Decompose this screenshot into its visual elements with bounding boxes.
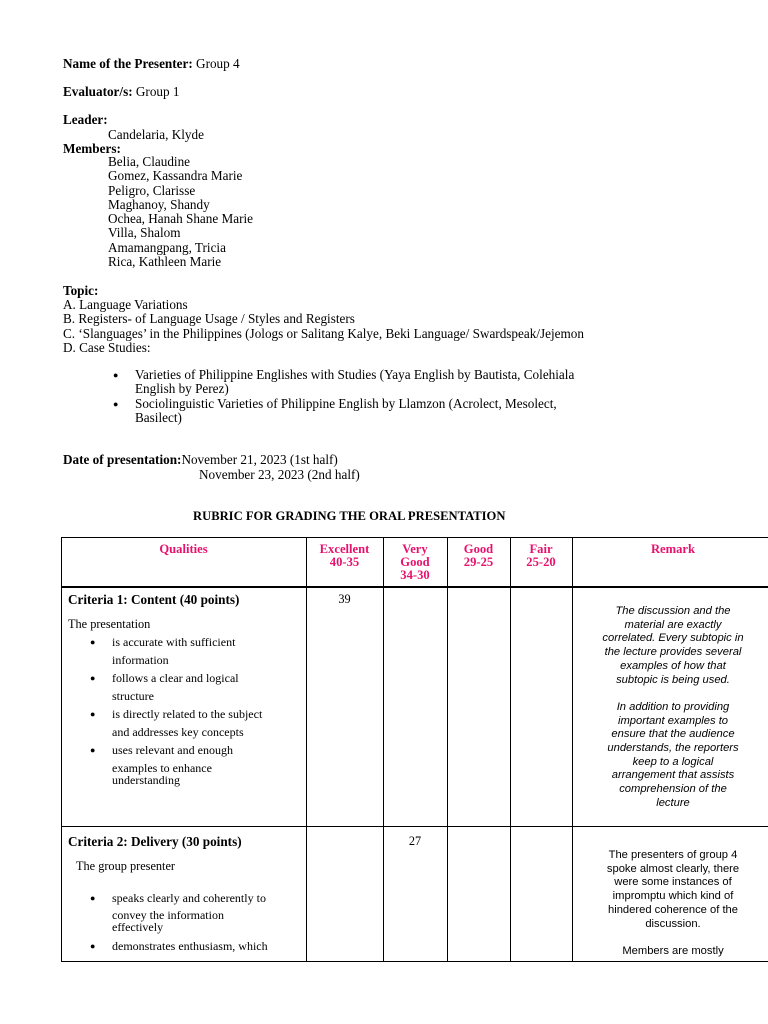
bullet-line: and addresses key concepts (112, 724, 244, 739)
remark-line: hindered coherence of the (608, 903, 738, 916)
remark-line: spoke almost clearly, there (606, 862, 740, 875)
header-fair-range: 25-20 (526, 555, 556, 569)
remark-line: discussion. (645, 917, 701, 930)
bullet-line: effectively (112, 920, 164, 934)
bullet-icon: ● (113, 370, 119, 380)
header-very-good-range: 34-30 (400, 568, 430, 582)
remark-line: understands, the reporters (607, 742, 739, 755)
bullet-line: understanding (112, 773, 180, 787)
remark-line: Members are mostly (622, 944, 724, 957)
remark-line: lecture (656, 796, 690, 809)
evaluator-line (63, 84, 180, 100)
bullet-line: convey the information (112, 907, 224, 922)
evaluator-value: Group 1 (135, 84, 180, 99)
bullet-icon: ● (90, 709, 96, 719)
member-name: Ochea, Hanah Shane Marie (108, 211, 253, 227)
bullet-line: is accurate with sufficient (112, 635, 236, 649)
criteria2-bullet (90, 892, 268, 934)
table-border (61, 537, 62, 962)
bullet-line: is directly related to the subject (112, 707, 263, 721)
date-label: Date of presentation: (63, 452, 182, 467)
topic-item: C. ‘Slanguages’ in the Philippines (Jologs or Salitang Kalye, Beki Language/ Swardspeak/Jejemon (63, 325, 584, 341)
remark-line: were some instances of (614, 876, 732, 889)
presenter-line (63, 56, 240, 72)
table-border (510, 537, 511, 962)
header-very-good (383, 543, 447, 582)
case-study-list (113, 368, 574, 425)
remark-line: ensure that the audience (611, 728, 735, 741)
bullet-line: follows a clear and logical (112, 671, 239, 685)
bullet-line: speaks clearly and coherently to (112, 891, 266, 905)
header-fair-label: Fair (529, 542, 553, 556)
member-name: Rica, Kathleen Marie (108, 254, 222, 270)
table-border (61, 537, 768, 538)
header-good-range: 29-25 (463, 555, 494, 569)
header-excellent (306, 543, 383, 569)
remark-line: The presenters of group 4 (608, 849, 738, 861)
remark-line: keep to a logical (632, 755, 714, 768)
case-study-line: English by Perez) (135, 381, 229, 397)
criteria2-bullet (90, 940, 268, 953)
criteria1-bullet (90, 708, 262, 738)
remark-line: The discussion and the (615, 605, 731, 617)
member-name: Gomez, Kassandra Marie (108, 168, 243, 184)
bullet-icon: ● (90, 893, 96, 903)
member-name: Villa, Shalom (108, 225, 181, 241)
case-study-line: Sociolinguistic Varieties of Philippine English by Llamzon (Acrolect, Mesolect, (135, 395, 557, 411)
members-label: Members: (63, 141, 121, 156)
bullet-icon: ● (90, 673, 96, 683)
criteria1-title: Criteria 1: Content (40 points) (68, 592, 240, 607)
header-excellent-range: 40-35 (329, 555, 360, 569)
topic-list (63, 298, 584, 356)
remark-line: important examples to (617, 714, 729, 727)
remark-line: correlated. Every subtopic in (602, 632, 744, 645)
remark-line: the lecture provides several (604, 646, 742, 659)
remark-line: impromptu which kind of (612, 890, 734, 903)
case-study-line: Varieties of Philippine Englishes with Studies (Yaya English by Bautista, Colehiala (135, 367, 575, 382)
header-good (447, 543, 510, 569)
criteria1-intro: The presentation (68, 617, 151, 631)
criteria1-bullet (90, 744, 262, 787)
bullet-icon: ● (113, 398, 119, 409)
bullet-line: information (112, 652, 169, 667)
bullet-icon: ● (90, 940, 96, 951)
evaluator-label: Evaluator/s: (63, 84, 133, 99)
remark-line: In addition to providing (616, 700, 730, 713)
remark-spacer (576, 687, 768, 701)
table-border (61, 587, 768, 588)
table-border (383, 537, 384, 962)
criteria2-remark (576, 849, 768, 959)
header-excellent-label: Excellent (319, 542, 370, 556)
remark-line: comprehension of the (619, 783, 727, 796)
members-list (108, 155, 253, 269)
criteria1-bullet (90, 672, 262, 702)
header-qualities: Qualities (159, 542, 208, 556)
bullet-icon: ● (90, 745, 96, 755)
rubric-title: RUBRIC FOR GRADING THE ORAL PRESENTATION (193, 509, 506, 523)
table-border (572, 537, 573, 962)
criteria1-bullets (90, 636, 262, 787)
bullet-line: structure (112, 688, 154, 703)
date-second: November 23, 2023 (2nd half) (199, 467, 360, 482)
remark-line: examples of how that (620, 659, 726, 672)
topic-item: A. Language Variations (63, 297, 188, 312)
remark-line: arrangement that assists (611, 769, 735, 782)
table-border (447, 537, 448, 962)
header-good-label: Good (463, 542, 494, 556)
leader-name: Candelaria, Klyde (108, 127, 204, 142)
header-remark: Remark (650, 542, 696, 556)
criteria1-remark (576, 605, 768, 811)
case-study-item (113, 368, 574, 397)
criteria2-title: Criteria 2: Delivery (30 points) (68, 834, 242, 849)
case-study-line: Basilect) (135, 409, 182, 425)
header-very-good-label2: Good (400, 555, 430, 569)
remark-line: material are exactly (624, 618, 722, 631)
bullet-line: uses relevant and enough (112, 743, 233, 757)
member-name: Peligro, Clarisse (108, 182, 196, 198)
bullet-line: demonstrates enthusiasm, which (112, 938, 268, 953)
topic-label: Topic: (63, 283, 99, 298)
member-name: Belia, Claudine (108, 154, 191, 169)
leader-label: Leader: (63, 112, 108, 127)
header-fair (510, 543, 572, 569)
topic-item: B. Registers- of Language Usage / Styles and Registers (63, 311, 355, 327)
date-line (63, 452, 338, 468)
member-name: Amamangpang, Tricia (108, 239, 226, 255)
remark-line: subtopic is being used. (616, 673, 730, 686)
criteria2-score: 27 (408, 834, 422, 848)
bullet-icon: ● (90, 637, 96, 647)
remark-spacer (576, 931, 768, 945)
presenter-label: Name of the Presenter: (63, 56, 193, 71)
table-border (61, 826, 768, 827)
case-study-item (113, 397, 574, 426)
criteria2-bullets (90, 892, 268, 952)
presenter-value: Group 4 (196, 56, 240, 71)
bullet-line: examples to enhance (112, 760, 212, 775)
criteria1-score: 39 (338, 592, 351, 606)
date-first: November 21, 2023 (1st half) (181, 452, 338, 467)
criteria2-intro: The group presenter (76, 859, 176, 873)
table-border (61, 961, 768, 962)
header-very-good-label: Very (402, 542, 428, 556)
criteria1-bullet (90, 636, 262, 666)
member-name: Maghanoy, Shandy (108, 196, 210, 212)
topic-item: D. Case Studies: (63, 340, 151, 356)
